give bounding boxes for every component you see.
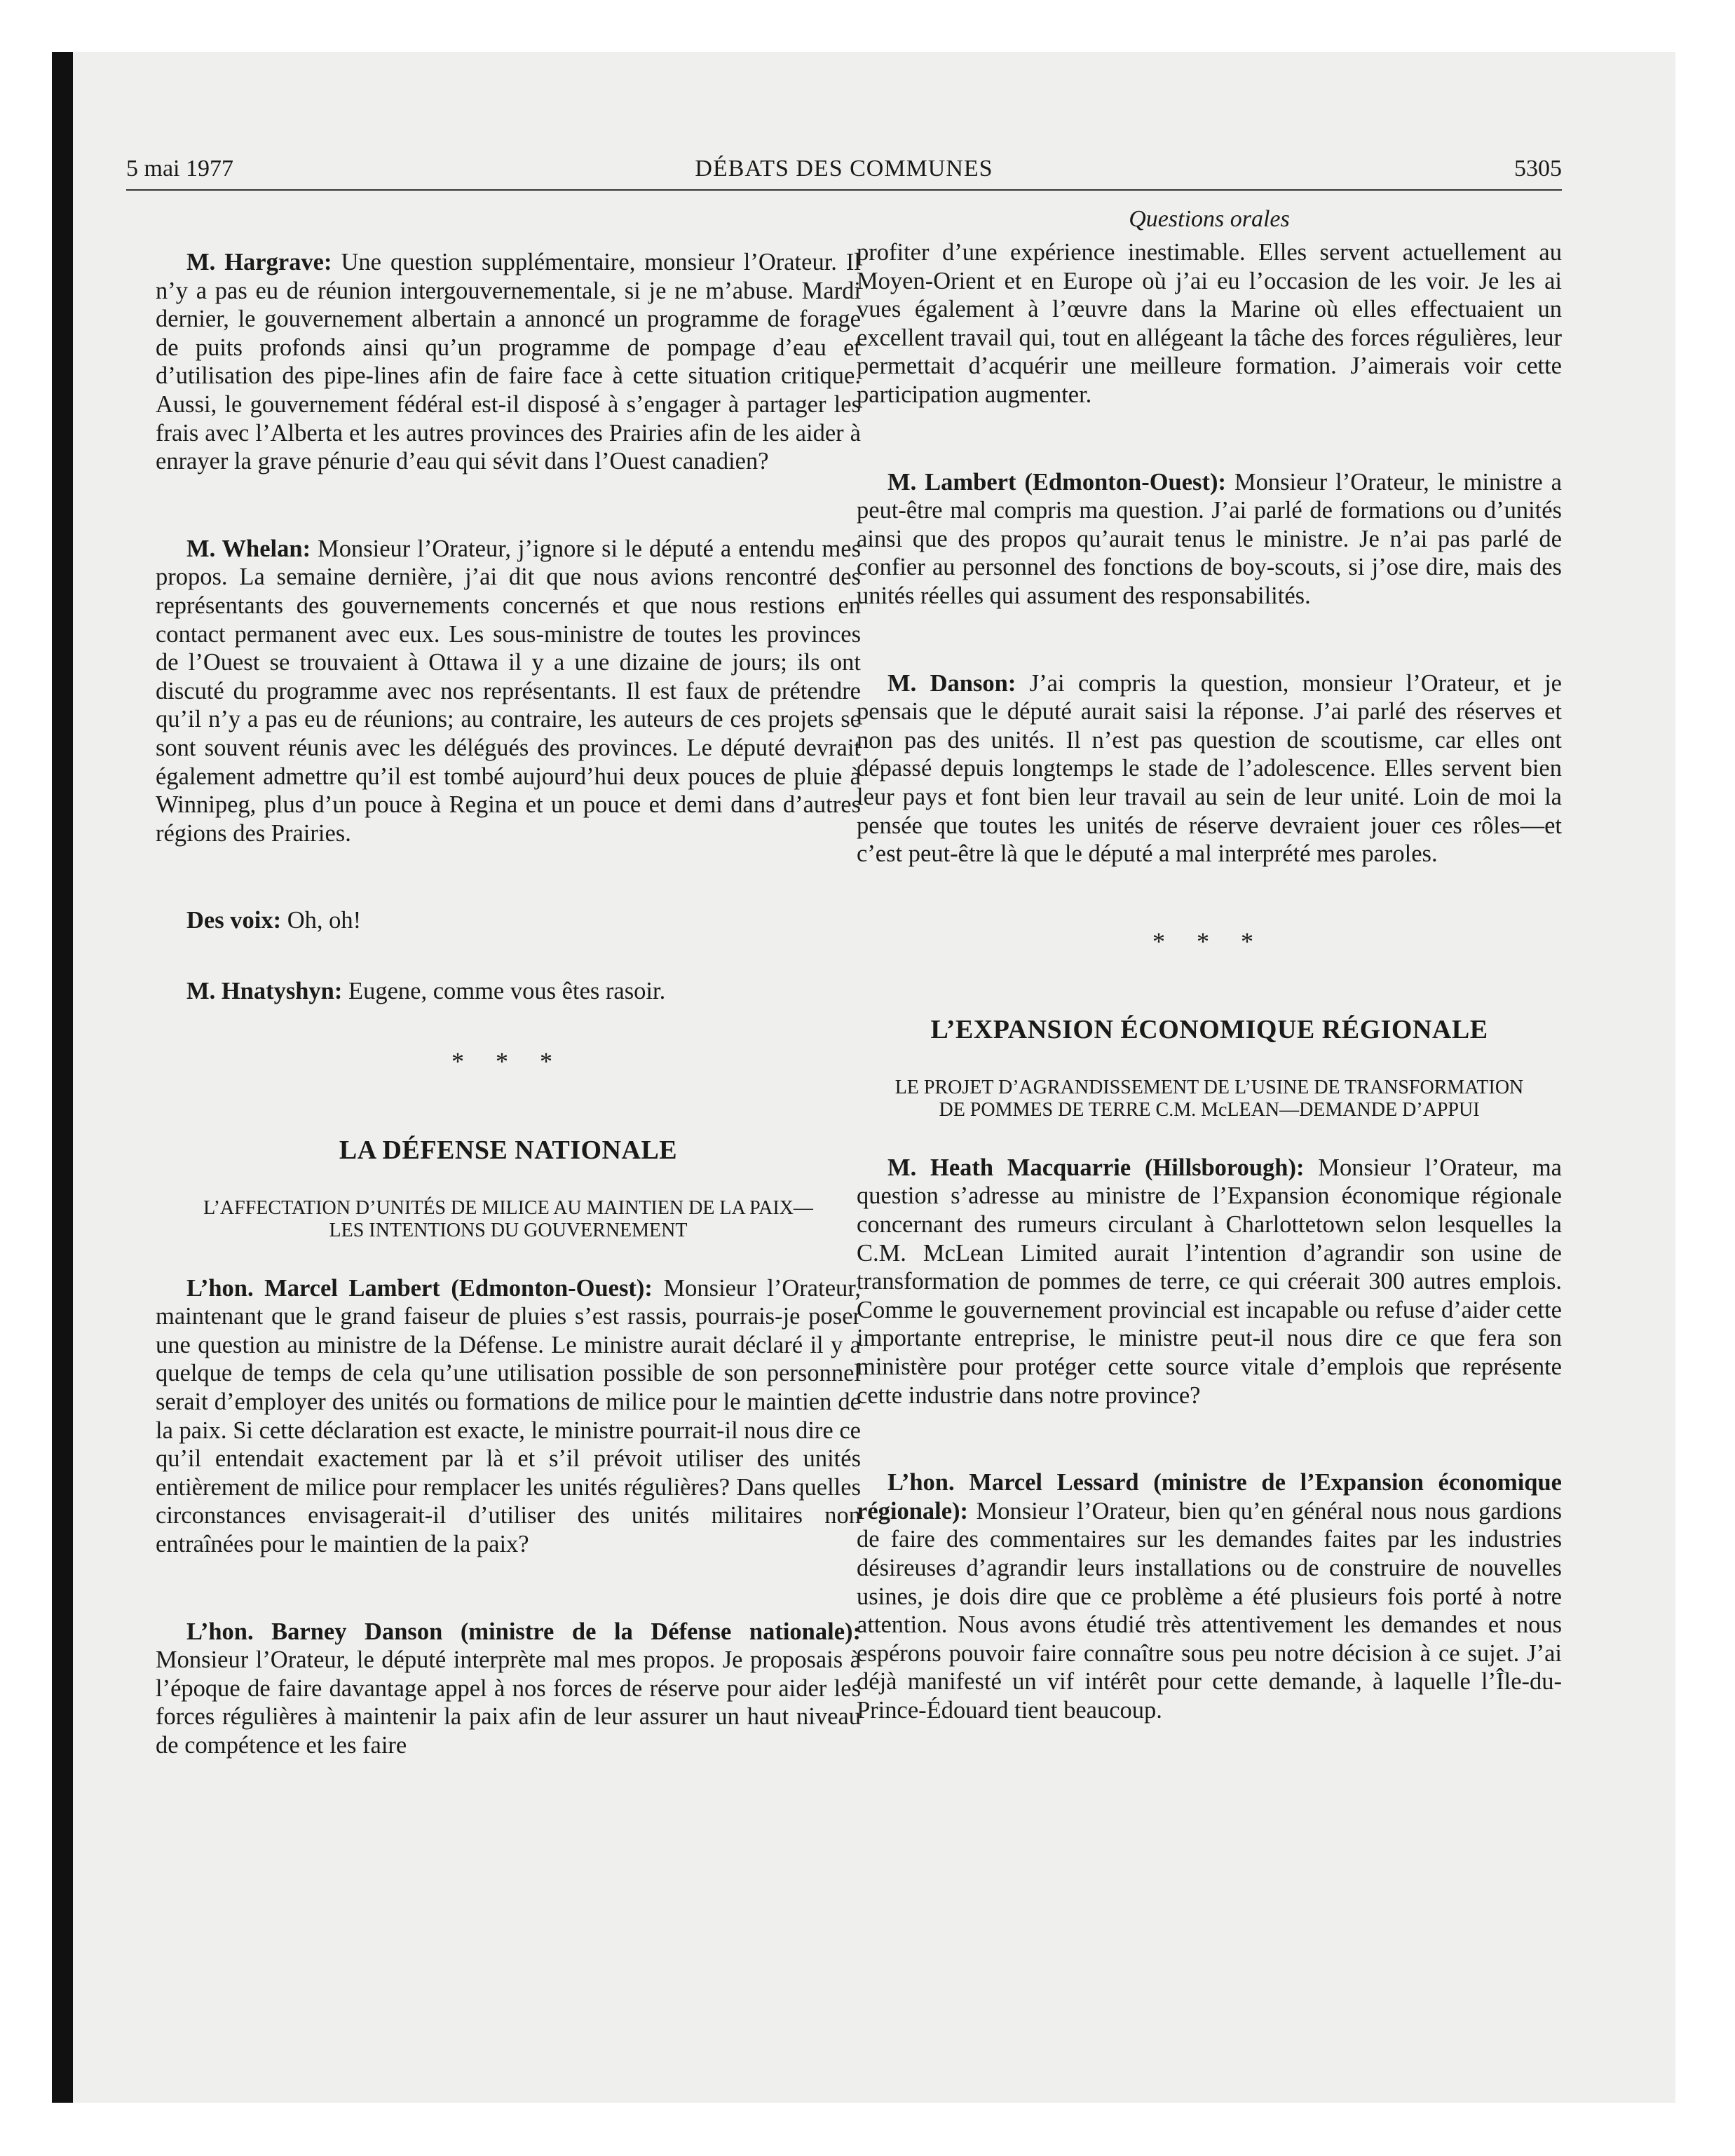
subject-heading: LE PROJET D’AGRANDISSEMENT DE L’USINE DE TRANSFORMATION DE POMMES DE TERRE C.M. McLEAN—DEMANDE D’APPUI (894, 1076, 1524, 1121)
left-column (156, 248, 861, 1819)
paragraph (156, 1618, 861, 1760)
speaker-name: L’hon. Marcel Lessard (ministre de l’Expansion économique régionale): (857, 1469, 1562, 1524)
speaker-name: Des voix: (186, 907, 282, 934)
speech-text: Monsieur l’Orateur, ma question s’adresse au ministre de l’Expansion économique régionale concernant des rumeurs circulant à Charlottetown selon lesquelles la C.M. McLean Limited aurait l’intention d’agrandir son usine de transformation de pommes de terre, ce qui créerait 300 autres emplois. Comme le gouvernement provincial est incapable ou refuse d’aider cette importante entreprise, le ministre peut-il nous dire ce que fera son ministère pour protéger cette source vitale d’emplois que représente cette industrie dans notre province? (857, 1154, 1562, 1409)
page-number: 5305 (1514, 156, 1562, 182)
speech-text: Eugene, comme vous êtes rasoir. (342, 977, 666, 1004)
running-title: DÉBATS DES COMMUNES (695, 156, 993, 182)
speaker-name: L’hon. Marcel Lambert (Edmonton-Ouest): (186, 1274, 653, 1302)
speech-text: Oh, oh! (281, 907, 362, 934)
paragraph (857, 1468, 1562, 1724)
speaker-name: M. Hargrave: (186, 249, 332, 275)
speech-text: Monsieur l’Orateur, j’ignore si le député a entendu mes propos. La semaine dernière, j’ai dit que nous avions rencontré des représentants des gouvernements concernés et que nous restions en contact permanent avec eux. Les sous-ministre de toutes les provinces de l’Ouest se trouvaient à Ottawa il y a une dizaine de jours; ils ont discuté du programme avec nos représentants. Il est faux de prétendre qu’il n’y a pas eu de réunions; au contraire, les auteurs de ces projets se sont souvent réunis avec les délégués des provinces. Le député devrait également admettre qu’il est tombé aujourd’hui deux pouces de pluie à Winnipeg, plus d’un pouce à Regina et un pouce et demi dans d’autres régions des Prairies. (156, 535, 861, 847)
header-date: 5 mai 1977 (126, 156, 233, 182)
speaker-name: M. Hnatyshyn: (186, 977, 343, 1004)
subject-heading: L’AFFECTATION D’UNITÉS DE MILICE AU MAINTIEN DE LA PAIX—LES INTENTIONS DU GOUVERNEMENT (203, 1196, 813, 1241)
paragraph (857, 669, 1562, 868)
section-title: LA DÉFENSE NATIONALE (339, 1135, 678, 1166)
right-column (857, 238, 1562, 1784)
speech-text: Monsieur l’Orateur, maintenant que le grand faiseur de pluies s’est rassis, pourrais-je poser une question au ministre de la Défense. Le ministre aurait déclaré il y a quelque de temps de cela qu’une utilisation possible de son personnel serait d’employer des unités ou formations de milice pour le maintien de la paix. Si cette déclaration est exacte, le ministre pourrait-il nous dire ce qu’il entendait exactement par là et s’il prévoit utiliser des unités entièrement de milice pour remplacer les unités régulières? Dans quelles circonstances envisagerait-il d’utiliser des unités militaires non entraînées pour le maintien de la paix? (156, 1274, 861, 1557)
speaker-name: M. Whelan: (186, 535, 311, 562)
paragraph (156, 535, 861, 848)
speaker-name: M. Lambert (Edmonton-Ouest): (887, 468, 1226, 496)
speaker-name: M. Heath Macquarrie (Hillsborough): (887, 1154, 1305, 1181)
paragraph (156, 1274, 861, 1559)
paragraph-continued: profiter d’une expérience inestimable. Elles servent actuellement au Moyen-Orient et en Europe où j’ai eu l’occasion de les voir. Je les ai vues également à l’œuvre dans la Marine où elles effectuaient un excellent travail qui, tout en allégeant la tâche des forces régulières, leur permettait d’acquérir une meilleure formation. J’aimerais voir cette participation augmenter. (857, 239, 1562, 408)
speech-text: Monsieur l’Orateur, bien qu’en général nous nous gardions de faire des commentaires sur les demandes faites par les industries désireuses d’agrandir leurs installations ou de construire de nouvelles usines, je dois dire que ce problème a été plusieurs fois porté à notre attention. Nous avons étudié très attentivement les demandes et nous espérons pouvoir faire connaître sous peu notre décision à ce sujet. J’ai déjà manifesté un vif intérêt pour cette demande, à laquelle l’Île-du-Prince-Édouard tient beaucoup. (857, 1497, 1562, 1724)
speaker-name: M. Danson: (887, 669, 1016, 697)
speech-text: J’ai compris la question, monsieur l’Orateur, et je pensais que le député aurait saisi la réponse. J’ai parlé des réserves et non pas des unités. Il n’est pas question de scoutisme, car elles ont dépassé depuis longtemps le stade de l’adolescence. Elles servent bien leur pays et font bien leur travail au sein de leur unité. Loin de moi la pensée que toutes les unités de réserve devraient jouer ces rôles—et c’est peut-être là que le député a mal interprété mes paroles. (857, 669, 1562, 868)
section-running-head: Questions orales (1129, 206, 1290, 232)
header-rule (126, 189, 1562, 191)
paragraph (857, 1154, 1562, 1410)
section-separator: * * * (1152, 927, 1266, 955)
speech-text: Monsieur l’Orateur, le ministre a peut-être mal compris ma question. J’ai parlé de formations ou d’unités ainsi que des propos qu’aurait tenus le ministre. Je n’ai pas parlé de confier au personnel des fonctions de boy-scouts, si j’ose dire, mais des unités réelles qui assument des responsabilités. (857, 468, 1562, 609)
speaker-name: L’hon. Barney Danson (ministre de la Défense nationale): (186, 1618, 861, 1645)
page-header (126, 156, 1562, 192)
speech-text: Monsieur l’Orateur, le député interprète mal mes propos. Je proposais à l’époque de faire davantage appel à nos forces de réserve pour aider les forces régulières à maintenir la paix afin de leur assurer un haut niveau de compétence et les faire (156, 1646, 861, 1759)
section-title: L’EXPANSION ÉCONOMIQUE RÉGIONALE (930, 1015, 1488, 1045)
paragraph (857, 468, 1562, 610)
scan-border (52, 52, 73, 2103)
paragraph (156, 977, 861, 1006)
paragraph (156, 248, 861, 476)
paragraph (156, 906, 861, 935)
speech-text: Une question supplémentaire, monsieur l’Orateur. Il n’y a pas eu de réunion intergouvernementale, si je ne m’abuse. Mardi dernier, le gouvernement albertain a annoncé un programme de forage de puits profonds ainsi qu’un programme de pompage d’eau et d’utilisation des pipe-lines afin de faire face à cette situation critique. Aussi, le gouvernement fédéral est-il disposé à s’engager à partager les frais avec l’Alberta et les autres provinces des Prairies afin de les aider à enrayer la grave pénurie d’eau qui sévit dans l’Ouest canadien? (156, 249, 862, 475)
section-separator: * * * (451, 1047, 565, 1076)
